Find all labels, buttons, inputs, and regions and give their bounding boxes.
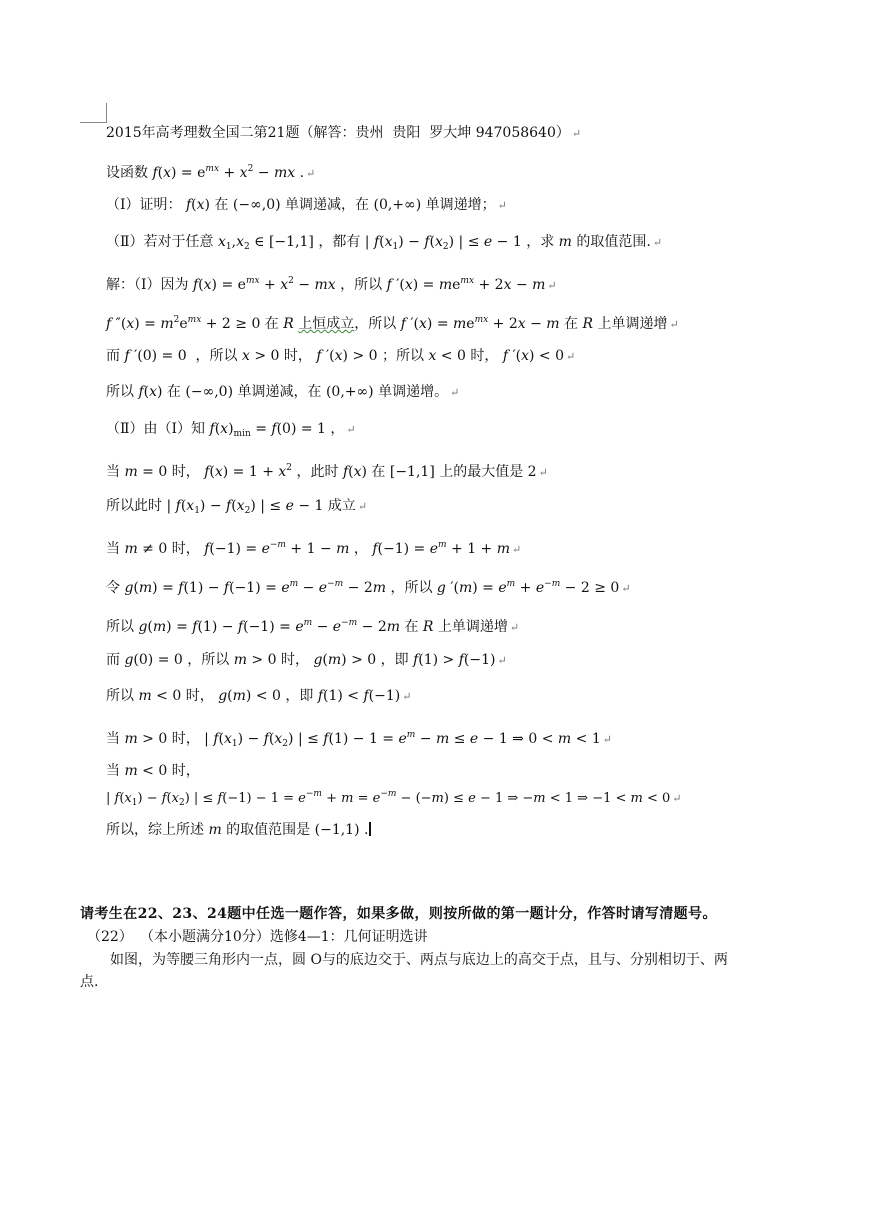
problem-22-text-line-2: 点.: [80, 974, 99, 990]
part-2-statement: （Ⅱ）若对于任意 $x_1,x_2$ ∈ [−1,1] ，都有 | $f(x_1) - f(x_2)$ | ≤ e − 1 ，求 m 的取值范围. ↵: [106, 234, 663, 252]
function-definition: 设函数 $f(x) = e^{mx} + x^2$ − mx . ↵: [106, 164, 316, 181]
solution-line-14: 当 m < 0 时，: [106, 763, 200, 779]
page-corner-mark: [80, 103, 107, 123]
solution-line-6: 当 m = 0 时， $f(x) = 1 + x^2$ ，此时 f(x) 在 [−1,1] 上的最大值是 2 ↵: [106, 463, 548, 480]
problem-header: 2015年高考理数全国二第21题（解答：贵州 贵阳 罗大坤 947058640） ↵: [106, 125, 582, 141]
solution-line-11: 而 g(0) = 0 ，所以 m > 0 时， g(m) > 0 ，即 f(1) > f(−1) ↵: [106, 652, 507, 668]
section-heading: 请考生在22、23、24题中任选一题作答，如果多做，则按所做的第一题计分，作答时请写清题号。: [80, 906, 717, 922]
solution-line-2: f $''(x) = m^2e^{mx} + 2 \ge 0$ 在 R 上恒成立，所以 f $'(x) = me^{mx} + 2x - m$ 在 R 上单调递增 ↵: [106, 315, 679, 332]
problem-22-text-line-1: 如图，为等腰三角形内一点，圆 O与的底边交于、两点与底边上的高交于点，且与、分别相切于、两: [110, 952, 728, 968]
solution-line-10: 所以 $g(m) = f(1) - f(-1) = e^m - e^{-m} - 2m$ 在 R 上单调递增 ↵: [106, 618, 520, 635]
solution-line-4: 所以 f(x) 在 (−∞,0) 单调递减，在 (0,+∞) 单调递增。 ↵: [106, 384, 460, 400]
part-1-statement: （Ⅰ）证明： f(x) 在 (−∞,0) 单调递减，在 (0,+∞) 单调递增； ↵: [106, 197, 507, 213]
solution-line-9: 令 $g(m) = f(1) - f(-1) = e^m - e^{-m} - 2m$ ，所以 g $'(m) = e^m + e^{-m} - 2 \ge 0$ ↵: [106, 579, 631, 596]
problem-22-title: （本小题满分10分）选修4—1：几何证明选讲: [140, 929, 428, 945]
solution-line-8: 当 m ≠ 0 时， $f(-1) = e^{-m} + 1 - m$ ， $f(-1) = e^m + 1 + m$ ↵: [106, 540, 522, 557]
solution-conclusion: 所以，综上所述 m 的取值范围是 (−1,1) .: [106, 821, 371, 839]
solution-line-13: 当 m > 0 时， | $f(x_1) - f(x_2)$ | ≤ $f(1) - 1 = e^m - m \le e - 1$ ⇒ 0 < m < 1 ↵: [106, 730, 612, 749]
problem-22-label: （22）: [87, 929, 133, 945]
solution-line-7: 所以此时 | $f(x_1) - f(x_2)$ | ≤ e − 1 成立 ↵: [106, 498, 368, 516]
solution-line-12: 所以 m < 0 时， g(m) < 0 ，即 f(1) < f(−1) ↵: [106, 688, 412, 704]
solution-line-5: （Ⅱ）由（Ⅰ）知 $f(x)_{min} = f(0) = 1$ ， ↵: [106, 421, 356, 439]
solution-line-1: 解：（Ⅰ）因为 $f(x) = e^{mx} + x^2$ − mx ，所以 f $'(x) = me^{mx} + 2x - m$ ↵: [106, 276, 557, 293]
solution-line-15: | $f(x_1) - f(x_2)$ | ≤ $f(-1) - 1 = e^{-m} + m = e^{-m} - (-m) \le e - 1$ ⇒ −m < 1 ⇒ −1 < m < 0 ↵: [106, 789, 682, 808]
solution-line-3: 而 f ′(0) = 0 ，所以 x > 0 时， f ′(x) > 0 ；所以 x < 0 时， f ′(x) < 0 ↵: [106, 348, 576, 364]
